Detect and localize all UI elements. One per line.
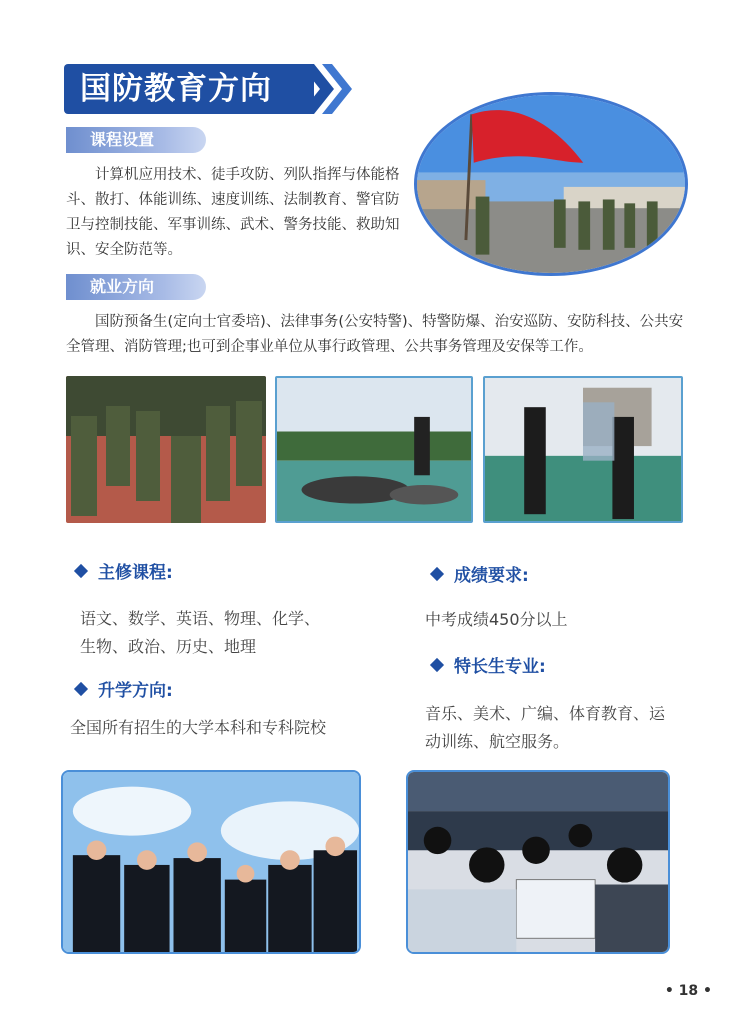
courses-heading-bar [66,127,206,153]
chevron-arrows-icon [300,64,354,114]
score-requirement-text: 中考成绩450分以上 [425,610,568,629]
employment-heading: 就业方向 [90,277,155,296]
score-requirement-heading: 成绩要求: [428,564,529,588]
main-courses-text: 语文、数学、英语、物理、化学、生物、政治、历史、地理 [80,609,321,656]
further-study-heading: 升学方向: [72,679,173,703]
page-title: 国防教育方向 [80,71,272,107]
riot-shield-training-photo [483,376,683,523]
further-study-text: 全国所有招生的大学本科和专科院校 [70,718,327,737]
specialty-text: 音乐、美术、广编、体育教育、运动训练、航空服务。 [425,704,666,751]
employment-heading-bar [66,274,206,300]
computer-lab-photo [406,770,670,954]
drill-photo [66,376,266,523]
courses-heading: 课程设置 [90,130,155,149]
diamond-bullet-icon [430,567,444,581]
page-number: • 18 • [664,983,712,999]
diamond-bullet-icon [74,564,88,578]
parade-photo [414,92,688,276]
main-courses-heading: 主修课程: [72,561,173,585]
specialty-heading: 特长生专业: [428,655,546,679]
situp-training-photo [275,376,473,523]
graduation-photo [61,770,361,954]
diamond-bullet-icon [74,682,88,696]
diamond-bullet-icon [430,658,444,672]
employment-text: 国防预备生(定向士官委培)、法律事务(公安特警)、特警防爆、治安巡防、安防科技、公共安全管理、消防管理;也可到企事业单位从事行政管理、公共事务管理及安保等工作。 [66,314,684,355]
courses-text: 计算机应用技术、徒手攻防、列队指挥与体能格斗、散打、体能训练、速度训练、法制教育、警官防卫与控制技能、军事训练、武术、警务技能、救助知识、安全防范等。 [66,167,400,258]
